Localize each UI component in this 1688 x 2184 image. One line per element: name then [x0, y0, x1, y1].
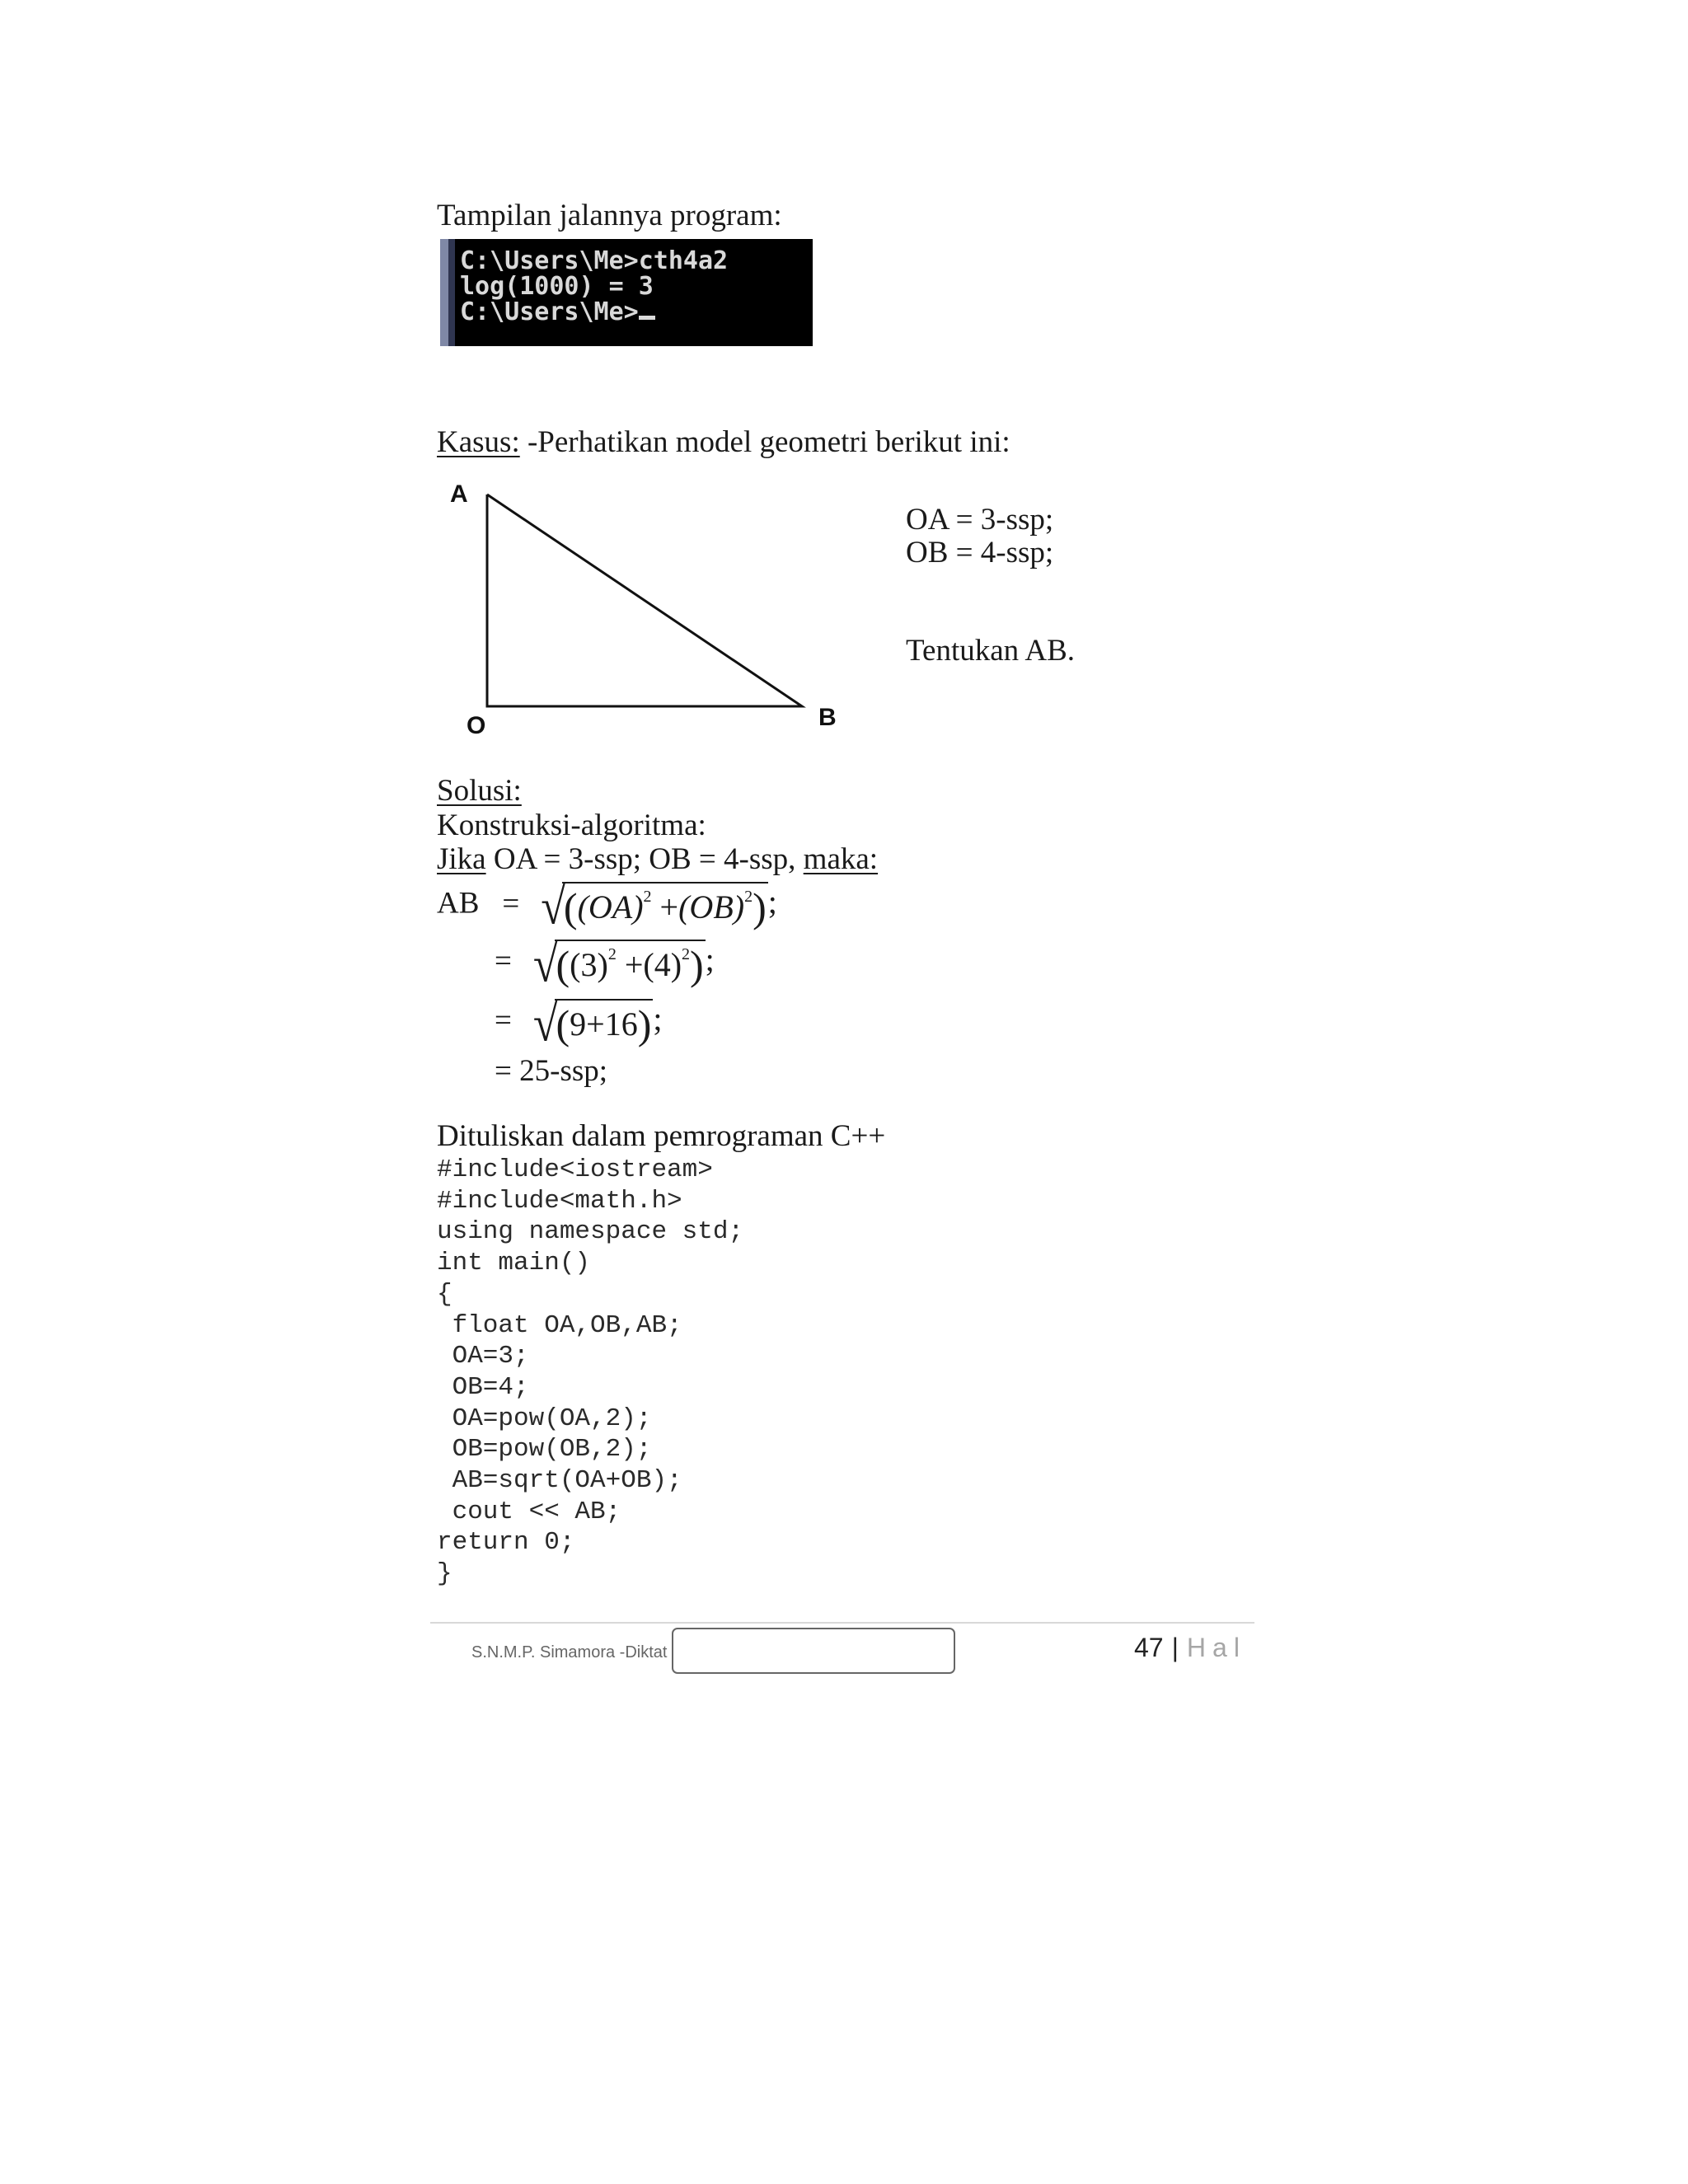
- term-4: (4): [643, 946, 682, 983]
- semicolon: ;: [767, 883, 777, 921]
- terminal-screenshot: [440, 239, 813, 346]
- code-line: }: [437, 1559, 452, 1589]
- vertex-label-a: A: [450, 480, 468, 508]
- sqrt-expression: √(9+16): [532, 995, 652, 1052]
- code-line: cout << AB;: [437, 1497, 621, 1526]
- kasus-text: -Perhatikan model geometri berikut ini:: [519, 425, 1010, 459]
- sqrt-expression: $√((3)^2 +(4)^2)$: [532, 935, 704, 993]
- exponent: 2: [744, 888, 753, 906]
- sqrt-expression: √((OA)$^2$ +(OB)$^2$): [541, 878, 767, 935]
- jika-word: Jika: [437, 842, 486, 876]
- given-oa: OA = 3-ssp;: [906, 503, 1054, 537]
- terminal-left-border: [440, 239, 448, 346]
- task-text: Tentukan AB.: [906, 634, 1075, 668]
- code-line: OA=3;: [437, 1342, 529, 1371]
- code-line: using namespace std;: [437, 1217, 744, 1247]
- terminal-prompt: C:\Users\Me>: [460, 298, 639, 326]
- equals-sign: =: [495, 944, 512, 978]
- solusi-label: Solusi:: [437, 774, 522, 808]
- terminal-cursor: [639, 316, 655, 320]
- code-line: #include<math.h>: [437, 1186, 682, 1216]
- section-heading: Tampilan jalannya program:: [437, 199, 782, 232]
- code-line: return 0;: [437, 1528, 575, 1558]
- terminal-left-border-inner: [448, 239, 455, 346]
- term-3: (3): [570, 946, 608, 983]
- code-line: {: [437, 1279, 452, 1309]
- terminal-line: C:\Users\Me>cth4a2: [460, 246, 729, 275]
- equals-sign: =: [502, 886, 520, 921]
- plus-sign: +: [624, 946, 644, 983]
- page-separator: |: [1171, 1633, 1179, 1662]
- page-number: 47: [1134, 1633, 1164, 1662]
- hal-label: Hal: [1186, 1633, 1246, 1662]
- code-line: OA=pow(OA,2);: [437, 1404, 652, 1433]
- exponent: 2: [607, 945, 617, 963]
- terminal-line: [460, 300, 655, 325]
- code-block: [437, 1155, 743, 1590]
- code-title: Dituliskan dalam pemrograman C++: [437, 1119, 886, 1153]
- vertex-label-o: O: [467, 712, 486, 739]
- code-line: AB=sqrt(OA+OB);: [437, 1466, 682, 1496]
- code-line: OB=pow(OB,2);: [437, 1435, 652, 1465]
- ab-label: AB: [437, 886, 480, 921]
- maka-word: maka:: [803, 842, 879, 876]
- code-line: OB=4;: [437, 1372, 529, 1402]
- jika-condition: OA = 3-ssp; OB = 4-ssp,: [485, 842, 804, 876]
- konstruksi-label: Konstruksi-algoritma:: [437, 808, 706, 842]
- code-line: float OA,OB,AB;: [437, 1310, 682, 1340]
- given-ob: OB = 4-ssp;: [906, 536, 1054, 569]
- sqrt-symbol: √: [541, 878, 565, 935]
- right-triangle: [487, 494, 802, 706]
- equals-sign: =: [495, 1003, 512, 1038]
- footer-page: [1134, 1633, 1246, 1663]
- math-step-2: [495, 935, 715, 993]
- terminal-line: log(1000) = 3: [460, 272, 654, 301]
- semicolon: ;: [653, 1000, 663, 1038]
- semicolon: ;: [705, 940, 715, 978]
- code-line: #include<iostream>: [437, 1155, 713, 1184]
- term-oa: (OA): [577, 888, 644, 926]
- sqrt-symbol: √: [532, 995, 558, 1052]
- exponent: 2: [643, 888, 652, 906]
- exponent: 2: [682, 945, 691, 963]
- footer-textbox: [672, 1628, 955, 1674]
- term-ob: (OB): [678, 888, 745, 926]
- code-line: int main(): [437, 1249, 591, 1278]
- sqrt-symbol: √: [532, 935, 558, 993]
- vertex-label-b: B: [818, 704, 837, 731]
- math-step-3: [495, 995, 663, 1052]
- math-step-1: [437, 878, 777, 935]
- kasus-label: Kasus:: [437, 425, 520, 459]
- math-step-4: = 25-ssp;: [495, 1054, 608, 1088]
- triangle-figure: [437, 474, 865, 746]
- plus-sign: +: [659, 888, 679, 926]
- jika-line: [437, 844, 878, 874]
- footer-rule: [430, 1622, 1254, 1624]
- kasus-line: [437, 427, 1010, 457]
- footer-author: S.N.M.P. Simamora -Diktat: [471, 1643, 668, 1661]
- sum-expression: 9+16: [570, 1005, 638, 1043]
